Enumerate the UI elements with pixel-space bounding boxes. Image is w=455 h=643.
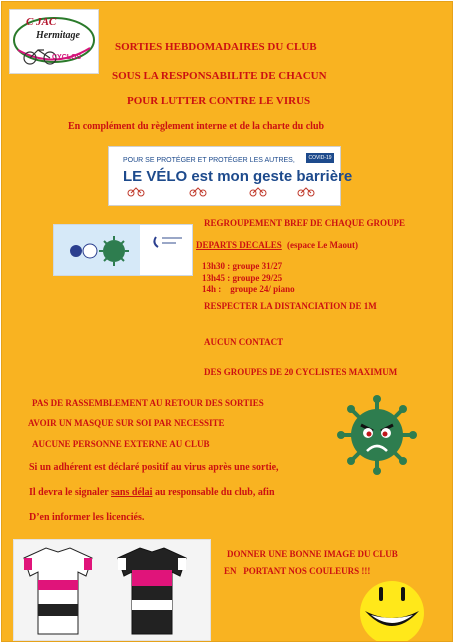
- rassemblement-text: PAS DE RASSEMBLEMENT AU RETOUR DES SORTIES: [32, 398, 264, 408]
- banner-line-2: LE VÉLO est mon geste barrière: [123, 168, 353, 185]
- banner-tag: COVID-19: [306, 153, 334, 163]
- angry-virus-icon: [337, 395, 417, 475]
- logo-sub-text: CYCLOS: [52, 54, 82, 61]
- contact-text: AUCUN CONTACT: [204, 337, 284, 347]
- title-line-1: SORTIES HEBDOMADAIRES DU CLUB: [115, 41, 317, 53]
- externe-text: AUCUNE PERSONNE EXTERNE AU CLUB: [32, 439, 210, 449]
- signaler-line: [29, 487, 275, 499]
- groupes-text: DES GROUPES DE 20 CYCLISTES MAXIMUM: [204, 367, 398, 377]
- image-club-text: DONNER UNE BONNE IMAGE DU CLUB: [227, 549, 398, 559]
- banner-line-1: POUR SE PROTÉGER ET PROTÉGER LES AUTRES,: [123, 157, 295, 164]
- title-line-3: POUR LUTTER CONTRE LE VIRUS: [127, 95, 311, 107]
- club-logo: [9, 9, 99, 74]
- signaler-post: au responsable du club, afin: [152, 487, 275, 498]
- jersey-icon: [14, 540, 210, 640]
- flyer-page: [1, 1, 453, 642]
- departs-line: [196, 240, 358, 251]
- title-line-4: En complément du règlement interne et de la charte du club: [68, 121, 325, 132]
- velo-banner: [108, 146, 353, 206]
- title-line-2: SOUS LA RESPONSABILITE DE CHACUN: [112, 70, 327, 82]
- logo-name-text: Hermitage: [36, 30, 80, 41]
- smiley-icon: [357, 575, 427, 641]
- positif-text: Si un adhérent est déclaré positif au virus après une sortie,: [29, 462, 279, 473]
- logo-club-text: C JAC: [26, 16, 57, 28]
- time-1: 13h30 : groupe 31/27: [202, 261, 283, 271]
- virus-people-icon: [54, 225, 192, 275]
- regroupement-text: REGROUPEMENT BREF DE CHAQUE GROUPE: [204, 218, 406, 228]
- club-jerseys-photo: [13, 539, 211, 641]
- covid-illustration: [53, 224, 193, 276]
- signaler-emphasis: sans délai: [111, 487, 153, 498]
- distance-text: RESPECTER LA DISTANCIATION DE 1M: [204, 301, 377, 311]
- signaler-pre: Il devra le signaler: [29, 487, 112, 498]
- cyclists-icon: [123, 185, 323, 197]
- masque-text: AVOIR UN MASQUE SUR SOI PAR NECESSITE: [28, 418, 225, 428]
- time-3: 14h : groupe 24/ piano: [202, 284, 295, 294]
- departs-place: (espace Le Maout): [287, 240, 359, 250]
- couleurs-text: EN PORTANT NOS COULEURS !!!: [224, 566, 371, 576]
- time-2: 13h45 : groupe 29/25: [202, 273, 283, 283]
- informer-text: D’en informer les licenciés.: [29, 512, 145, 523]
- departs-label: DEPARTS DECALES: [196, 240, 282, 250]
